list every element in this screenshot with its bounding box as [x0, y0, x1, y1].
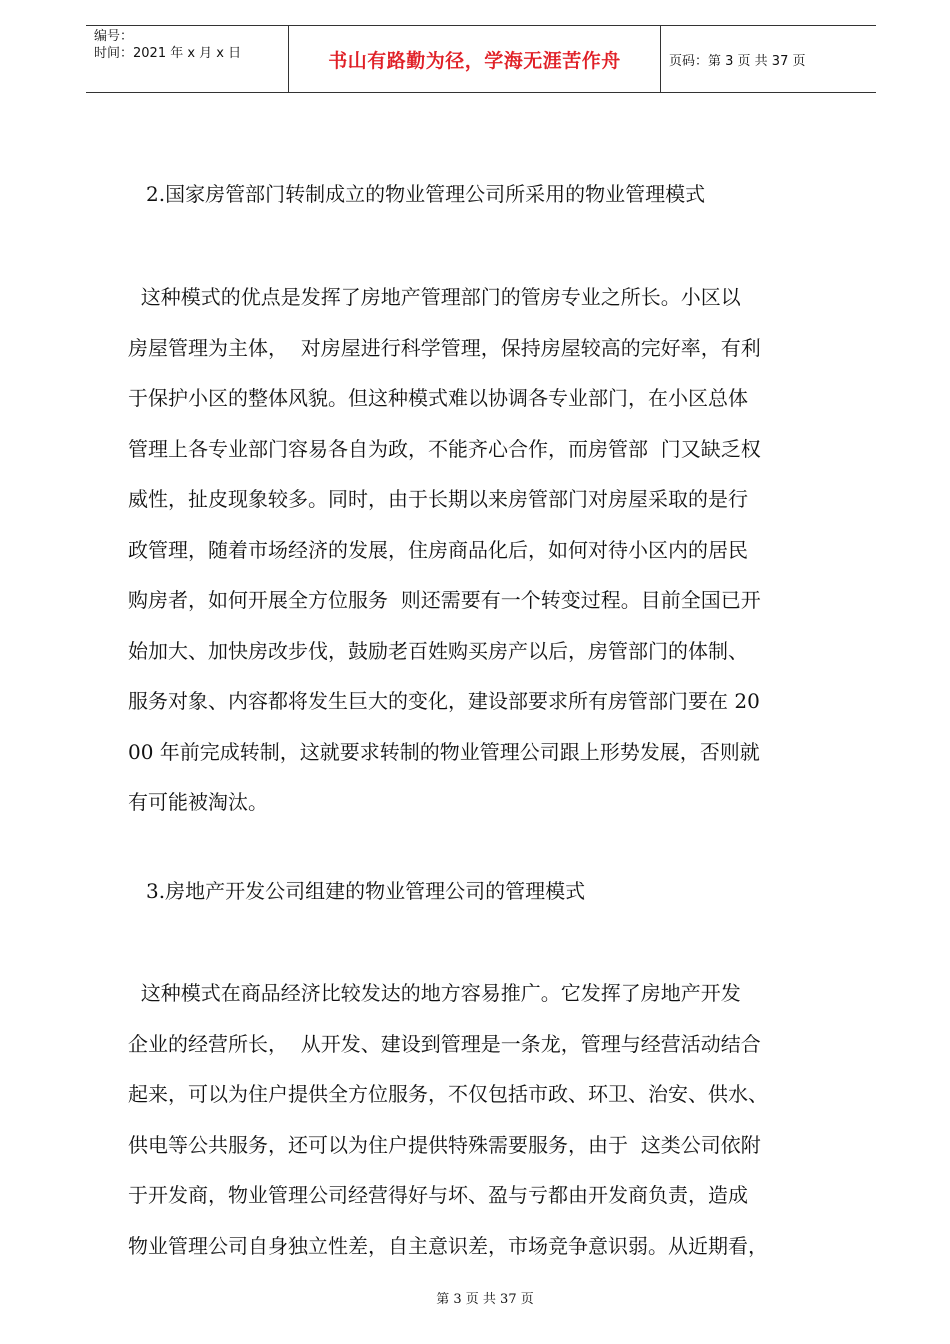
page-header	[86, 25, 876, 93]
section-heading: 3.房地产开发公司组建的物业管理公司的管理模式	[146, 879, 586, 903]
section-paragraph	[128, 272, 836, 828]
header-page-info: 页码：第 3 页 共 37 页	[669, 53, 806, 69]
paragraph-line: 购房者，如何开展全方位服务 则还需要有一个转变过程。目前全国已开	[128, 588, 761, 612]
paragraph-line: 这种模式在商品经济比较发达的地方容易推广。它发挥了房地产开发	[128, 981, 741, 1005]
page-footer: 第 3 页 共 37 页	[436, 1292, 534, 1307]
paragraph-line: 政管理，随着市场经济的发展，住房商品化后，如何对待小区内的居民	[128, 537, 748, 562]
header-meta	[86, 26, 288, 92]
paragraph-line: 企业的经营所长， 从开发、建设到管理是一条龙，管理与经营活动结合	[128, 1031, 761, 1056]
section-paragraph	[128, 968, 836, 1271]
serial-number-label: 编号：	[94, 29, 134, 44]
paragraph-line: 起来，可以为住户提供全方位服务，不仅包括市政、环卫、治安、供水、	[128, 1082, 768, 1106]
paragraph-line: 始加大、加快房改步伐，鼓励老百姓购买房产以后，房管部门的体制、	[128, 638, 748, 663]
time-label: 时间：2021 年 x 月 x 日	[94, 46, 242, 61]
paragraph-line: 服务对象、内容都将发生巨大的变化，建设部要求所有房管部门要在 20	[128, 689, 760, 713]
section-heading: 2.国家房管部门转制成立的物业管理公司所采用的物业管理模式	[146, 182, 706, 206]
paragraph-line: 管理上各专业部门容易各自为政，不能齐心合作，而房管部 门又缺乏权	[128, 436, 761, 461]
paragraph-line: 房屋管理为主体， 对房屋进行科学管理，保持房屋较高的完好率，有利	[128, 335, 761, 360]
paragraph-line: 物业管理公司自身独立性差，自主意识差，市场竞争意识弱。从近期看，	[128, 1233, 768, 1258]
paragraph-line: 于保护小区的整体风貌。但这种模式难以协调各专业部门，在小区总体	[128, 386, 748, 410]
paragraph-line: 有可能被淘汰。	[128, 790, 268, 814]
header-motto: 书山有路勤为径，学海无涯苦作舟	[288, 26, 661, 92]
paragraph-line: 威性，扯皮现象较多。同时，由于长期以来房管部门对房屋采取的是行	[128, 487, 748, 511]
paragraph-line: 供电等公共服务，还可以为住户提供特殊需要服务，由于 这类公司依附	[128, 1132, 761, 1157]
paragraph-line: 于开发商，物业管理公司经营得好与坏、盈与亏都由开发商负责，造成	[128, 1183, 748, 1207]
paragraph-line: 00 年前完成转制，这就要求转制的物业管理公司跟上形势发展，否则就	[128, 739, 760, 764]
paragraph-line: 这种模式的优点是发挥了房地产管理部门的管房专业之所长。小区以	[128, 285, 741, 309]
